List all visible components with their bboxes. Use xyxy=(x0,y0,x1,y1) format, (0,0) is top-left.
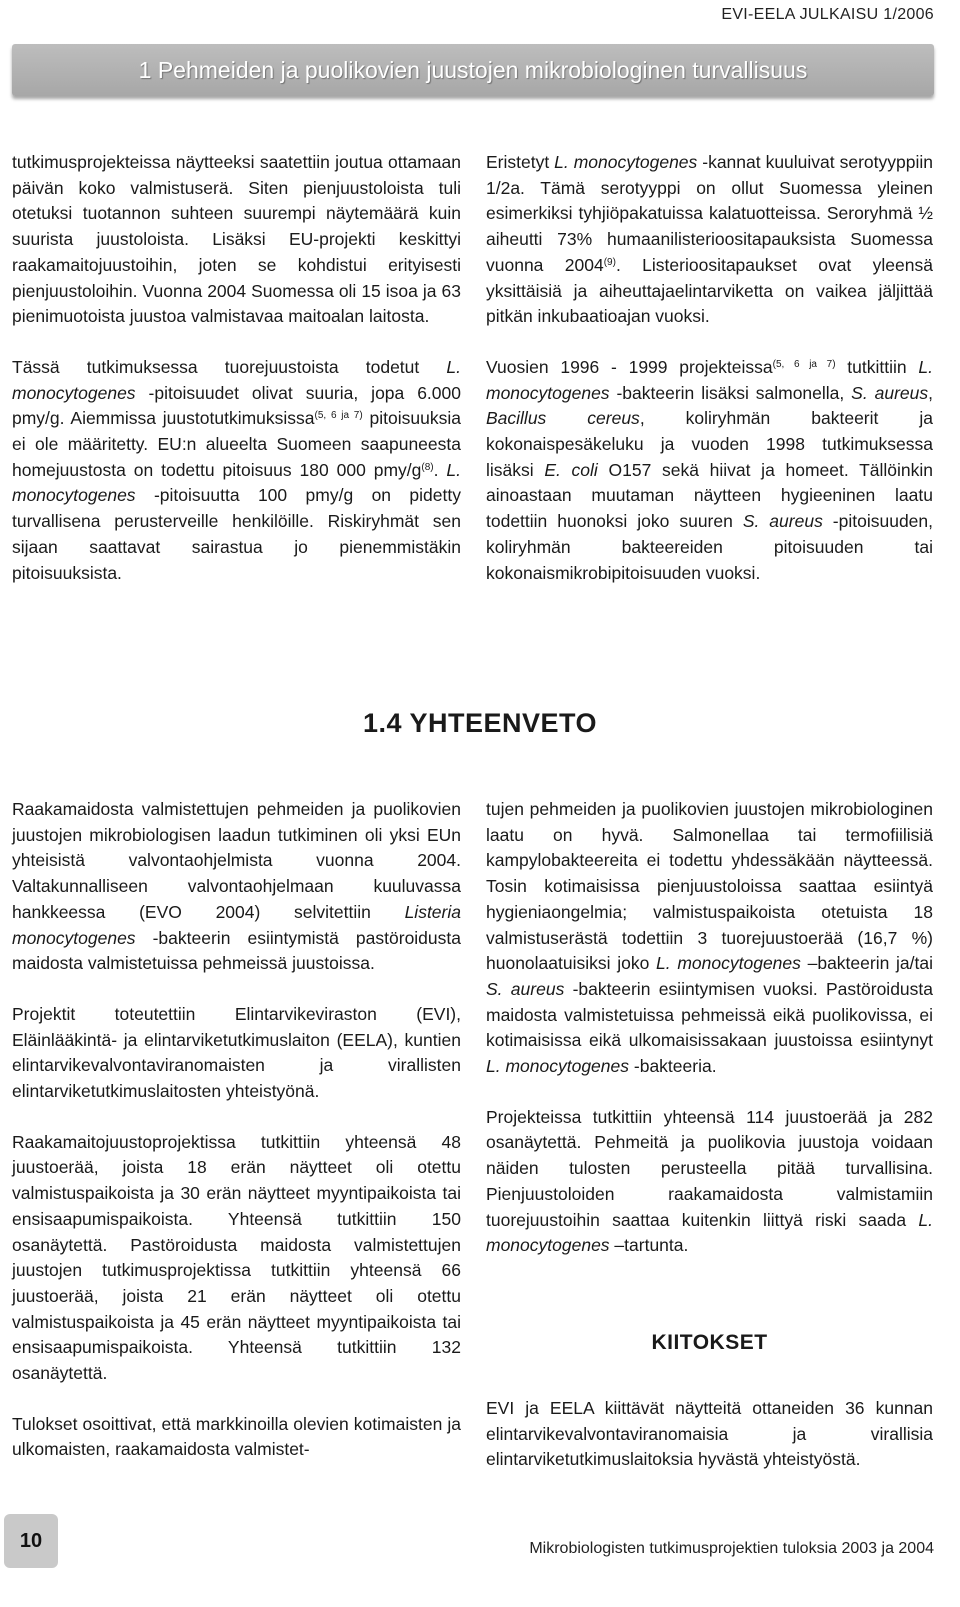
reference-mark: (5, 6 ja 7) xyxy=(314,410,363,422)
paragraph xyxy=(486,150,933,330)
text-run: -bakteeria. xyxy=(629,1056,717,1077)
text-run: Tässä tutkimuksessa tuorejuustoista todetut xyxy=(12,356,447,377)
acknowledgements-column xyxy=(486,1396,933,1473)
paragraph: tutkimusprojekteissa näytteeksi saatettiin joutua ottamaan päivän koko valmistuserä. Siten pienjuustoloista tuli otetuksi tuotannon suhteen suurempi näytemäärä kuin suurista juustoloista. Lisäksi EU-projekti keskittyi raakamaitojuustoihin, joten se kohdistui erityisesti pienjuustoloihin. Vuonna 2004 Suomessa oli 15 isoa ja 63 pienimuotoista juustoa valmistavaa maitoalan laitosta. xyxy=(12,152,461,327)
acknowledgements-text: EVI ja EELA kiittävät näytteitä ottaneiden 36 kunnan elintarvikevalvontaviranomaisia ja virallisia elintarviketutkimuslaitoksia hyvästä yhteistyöstä. xyxy=(486,1398,933,1470)
text-run: -pitoisuuden, koliryhmän bakteereiden pitoisuuden tai kokonaismikrobipitoisuuden vuoksi. xyxy=(486,511,933,583)
bottom-right-column xyxy=(486,797,933,1259)
text-run: Eristetyt xyxy=(486,152,555,172)
top-left-column xyxy=(12,150,461,586)
acknowledgements-title: KIITOKSET xyxy=(651,1331,768,1354)
species-name: L. monocytogenes xyxy=(12,356,461,403)
paragraph: Tulokset osoittivat, että markkinoilla olevien kotimaisten ja ulkomaisten, raakamaidosta valmistet- xyxy=(12,1413,461,1460)
paragraph xyxy=(486,1105,933,1259)
species-name: L. monocytogenes xyxy=(656,953,801,974)
paragraph: Raakamaitojuustoprojektissa tutkittiin yhteensä 48 juustoerää, joista 18 erän näytteet oli otettu valmistuspaikoista ja 30 erän näytteet myyntipaikoista tai ensisaapumispaikoista. Yhteensä tutkittiin 150 osanäytettä. Pastöroidusta maidosta valmistettujen juustojen tutkimusprojektissa tutkittiin yhteensä 66 juustoerää, joista 21 erän näytteet oli otettu valmistuspaikoista ja 45 erän näytteet myyntipaikoista tai ensisaapumispaikoista. Yhteensä tutkittiin 132 osanäytettä. xyxy=(12,1131,461,1384)
species-name: L. monocytogenes xyxy=(486,1209,933,1256)
text-run: –tartunta. xyxy=(609,1235,689,1256)
text-run: -pitoisuutta 100 pmy/g on pidetty turvallisena perusterveille henkilöille. Riskiryhmät sen sijaan saattavat sairastua jo pienemmistäkin pitoisuuksista. xyxy=(12,485,461,583)
species-name: L. monocytogenes xyxy=(12,459,461,506)
text-run: Vuosien 1996 - 1999 projekteissa xyxy=(486,356,773,377)
reference-mark: (8) xyxy=(421,461,434,473)
page-number: 10 xyxy=(4,1514,58,1568)
species-name: L. monocytogenes xyxy=(486,1056,630,1077)
text-run: , koliryhmän bakteerit ja kokonaispesäkeluku ja vuoden 1998 tutkimuksessa lisäksi xyxy=(486,408,933,480)
chapter-title: 1 Pehmeiden ja puolikovien juustojen mikrobiologinen turvallisuus xyxy=(138,57,808,83)
text-run: -bakteerin esiintymisen vuoksi. Pastöroidusta maidosta valmistetuissa pehmeissä eikä puolikovissa, ei kotimaisissa eikä ulkomaisissakaan juustoissa esiintynyt xyxy=(486,978,934,1051)
species-name: S. aureus xyxy=(486,978,565,999)
chapter-header-bar xyxy=(12,44,934,96)
text-run: tujen pehmeiden ja puolikovien juustojen mikrobiologinen laatu on hyvä. Salmonellaa tai termofiilisiä kampylobakteereita ei todettu yhdessäkään näytteessä. Tosin kotimaisissa pienjuustoloissa saattaa esiintyä hygieniaongelmia; valmistuspaikoista otetuista 18 valmistuserästä todettiin 3 tuorejuustoerää (16,7 %) huonolaatuisiksi joko xyxy=(486,799,933,974)
text-run: –bakteerin ja/tai xyxy=(800,953,934,974)
text-run: -bakteerin lisäksi salmonella, xyxy=(609,382,852,403)
paragraph xyxy=(486,355,933,586)
text-run: Raakamaidosta valmistettujen pehmeiden ja puolikovien juustojen mikrobiologisen laadun tutkiminen oli yksi EUn yhteisistä valvontaohjelmista vuonna 2004. Valtakunnalliseen valvontaohjelmaan kuuluvassa hankkeessa (EVO 2004) selvitettiin xyxy=(12,799,461,922)
text-run: . xyxy=(433,459,447,480)
text-run: tutkittiin xyxy=(835,356,919,377)
paragraph xyxy=(12,797,461,977)
species-name: L. monocytogenes xyxy=(554,152,698,172)
section-title: 1.4 YHTEENVETO xyxy=(362,708,598,738)
bottom-left-column xyxy=(12,797,461,1463)
species-name: S. aureus xyxy=(851,382,929,403)
species-name: S. aureus xyxy=(742,511,823,532)
species-name: Bacillus cereus xyxy=(486,408,640,429)
top-right-column xyxy=(486,150,933,586)
text-run: -pitoisuudet olivat suuria, jopa 6.000 pmy/g. Aiemmissa juustotutkimuksissa xyxy=(12,382,461,429)
text-run: -bakteerin esiintymistä pastöroidusta maidosta valmistetuissa pehmeissä juustoissa. xyxy=(12,927,461,974)
footer-text: Mikrobiologisten tutkimusprojektien tuloksia 2003 ja 2004 xyxy=(529,1540,934,1557)
reference-mark: (5, 6 ja 7) xyxy=(772,358,836,370)
text-run: Projekteissa tutkittiin yhteensä 114 juustoerää ja 282 osanäytettä. Pehmeitä ja puolikovia juustoja voidaan näiden tulosten perusteella pitää turvallisina. Pienjuustoloiden raakamaidosta valmistamiin tuorejuustoihin saattaa kuitenkin liittyä riski saada xyxy=(486,1106,933,1230)
paragraph xyxy=(12,355,461,586)
text-run: , xyxy=(928,382,933,403)
paragraph xyxy=(486,797,933,1080)
reference-mark: (9) xyxy=(603,256,616,268)
publication-label: EVI-EELA JULKAISU 1/2006 xyxy=(721,6,934,23)
text-run: -kannat kuuluivat serotyyppiin 1/2a. Tämä serotyyppi on ollut Suomessa yleinen esimerkiksi tyhjiöpakatuissa kalatuotteissa. Seroryhmä ½ aiheutti 73% humaanilisterioositapauksista Suomessa vuonna 2004 xyxy=(486,152,933,275)
species-name: L. monocytogenes xyxy=(486,356,933,403)
paragraph: Projektit toteutettiin Elintarvikeviraston (EVI), Eläinlääkintä- ja elintarviketutkimuslaiton (EELA), kuntien elintarvikevalvontaviranomaisten ja virallisten elintarviketutkimuslaitosten yhteistyönä. xyxy=(12,1003,461,1102)
text-run: pitoisuuksia ei ole määritetty. EU:n alueelta Suomeen saapuneesta homejuustosta on todettu pitoisuus 180 000 pmy/g xyxy=(12,408,461,480)
species-name: Listeria monocytogenes xyxy=(12,901,461,948)
text-run: . Listerioositapaukset ovat yleensä yksittäisiä ja aiheuttajaelintarviketta on vaikea jäljittää pitkän inkubaatioajan vuoksi. xyxy=(486,254,933,327)
species-name: E. coli xyxy=(544,459,598,480)
text-run: O157 sekä hiivat ja homeet. Tällöinkin ainoastaan muutaman näytteen hygieeninen laatu todettiin huonoksi joko suuren xyxy=(486,459,934,532)
